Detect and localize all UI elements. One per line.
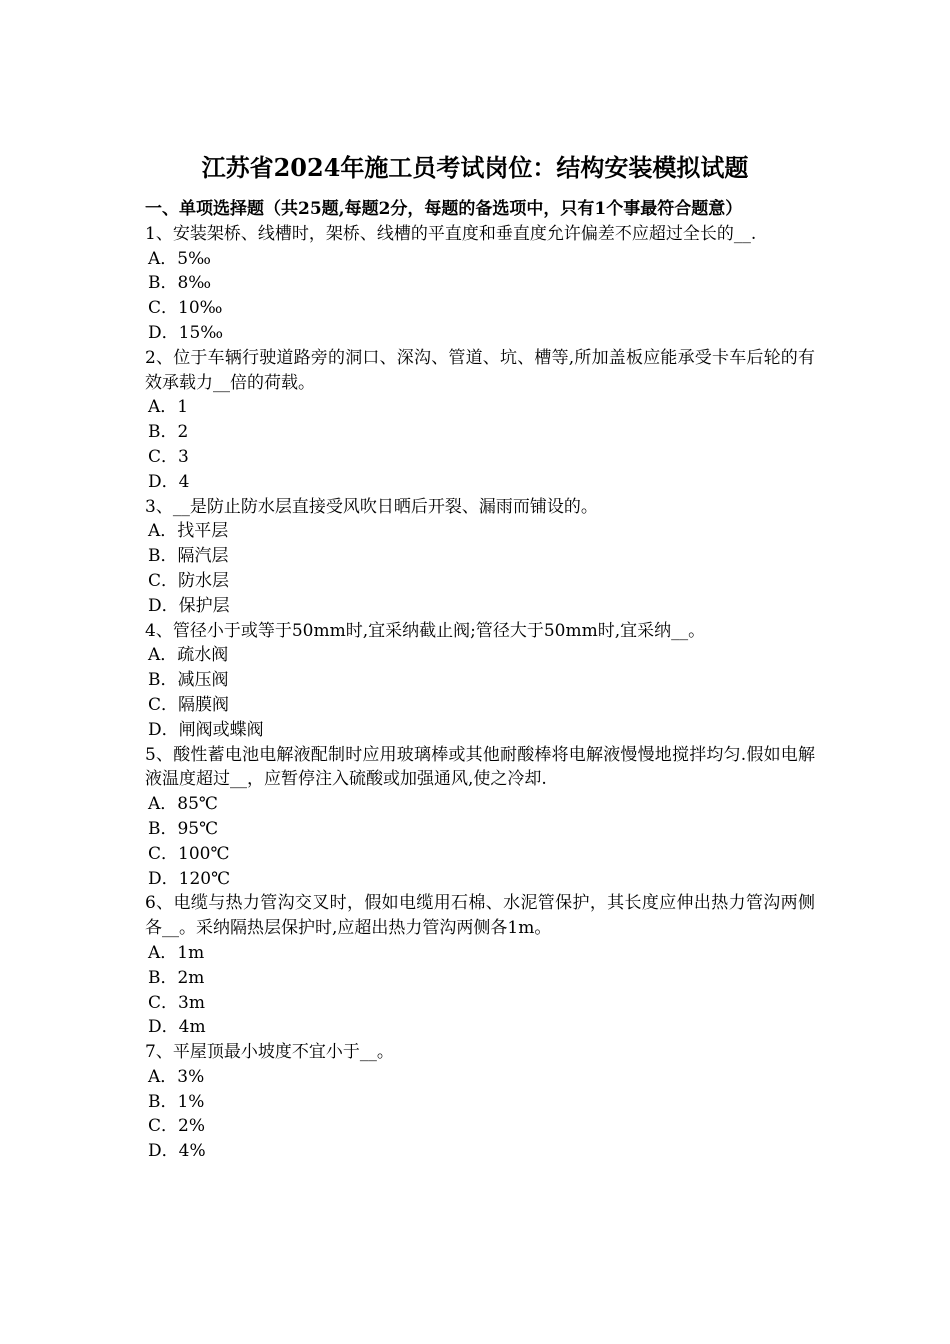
option-d: D．4m xyxy=(148,1017,206,1038)
question-stem: 3、__是防止防水层直接受风吹日晒后开裂、漏雨而铺设的。 xyxy=(145,496,598,517)
question-7 xyxy=(145,1040,815,1164)
question-stem: 6、电缆与热力管沟交叉时，假如电缆用石棉、水泥管保护，其长度应伸出热力管沟两侧各__。采纳隔热层保护时,应超出热力管沟两侧各1m。 xyxy=(145,893,815,939)
question-5 xyxy=(145,743,815,892)
option-a: A．找平层 xyxy=(148,521,229,542)
option-a: A．1 xyxy=(148,397,189,418)
option-b: B．减压阀 xyxy=(148,670,229,691)
option-c: C．隔膜阀 xyxy=(148,694,230,715)
question-6 xyxy=(145,891,815,1040)
page-title: 江苏省2024年施工员考试岗位：结构安装模拟试题 xyxy=(201,153,749,182)
option-c: C．防水层 xyxy=(148,570,230,591)
option-c: C．3m xyxy=(148,992,205,1013)
question-stem: 2、位于车辆行驶道路旁的洞口、深沟、管道、坑、槽等,所加盖板应能承受卡车后轮的有效承载力__倍的荷载。 xyxy=(145,347,815,393)
option-d: D．120℃ xyxy=(148,868,231,889)
option-d: D．保护层 xyxy=(148,595,230,616)
option-b: B．1% xyxy=(148,1091,205,1112)
question-stem: 1、安装架桥、线槽时，架桥、线槽的平直度和垂直度允许偏差不应超过全长的__. xyxy=(145,223,757,244)
question-stem: 5、酸性蓄电池电解液配制时应用玻璃棒或其他耐酸棒将电解液慢慢地搅拌均匀.假如电解液温度超过__，应暂停注入硫酸或加强通风,使之冷却. xyxy=(145,744,815,790)
option-a: A．疏水阀 xyxy=(148,645,229,666)
option-d: D．4% xyxy=(148,1141,206,1162)
option-b: B．隔汽层 xyxy=(148,546,229,567)
option-c: C．100℃ xyxy=(148,843,230,864)
option-a: A．85℃ xyxy=(148,794,218,815)
option-b: B．95℃ xyxy=(148,818,219,839)
option-a: A．5‰ xyxy=(148,248,211,269)
option-a: A．1m xyxy=(148,942,205,963)
option-d: D．4 xyxy=(148,471,190,492)
option-d: D．15‰ xyxy=(148,322,224,343)
question-stem: 7、平屋顶最小坡度不宜小于__。 xyxy=(145,1042,394,1063)
question-2 xyxy=(145,346,815,495)
option-b: B．8‰ xyxy=(148,273,212,294)
option-a: A．3% xyxy=(148,1066,205,1087)
option-c: C．2% xyxy=(148,1116,205,1137)
section-heading: 一、单项选择题（共25题,每题2分，每题的备选项中，只有1个事最符合题意） xyxy=(145,199,743,219)
option-b: B．2m xyxy=(148,967,205,988)
option-b: B．2 xyxy=(148,422,189,443)
question-3 xyxy=(145,495,815,619)
question-4 xyxy=(145,619,815,743)
option-c: C．10‰ xyxy=(148,298,223,319)
question-stem: 4、管径小于或等于50mm时,宜采纳截止阀;管径大于50mm时,宜采纳__。 xyxy=(145,620,706,641)
option-c: C．3 xyxy=(148,446,189,467)
option-d: D．闸阀或蝶阀 xyxy=(148,719,264,740)
document-body xyxy=(145,197,815,1164)
question-1 xyxy=(145,222,815,346)
